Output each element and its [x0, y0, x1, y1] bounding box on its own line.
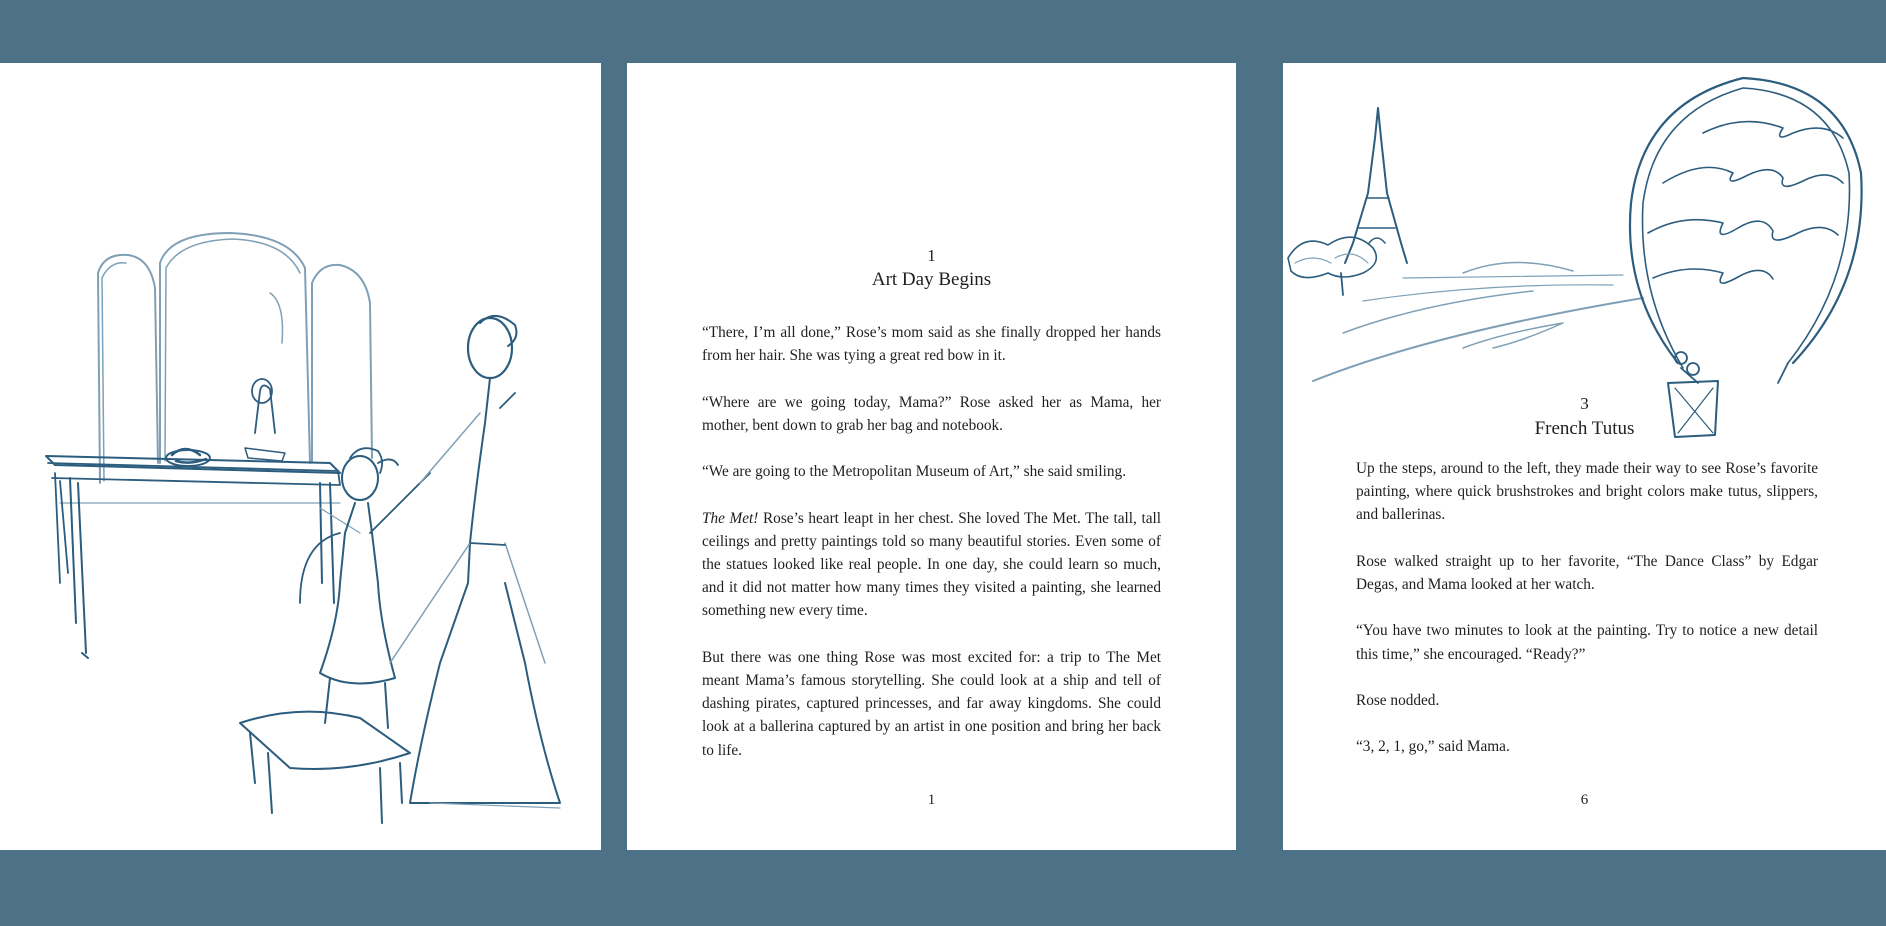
text-page-chapter-3 [1283, 63, 1886, 850]
paragraph: Rose nodded. [1356, 691, 1440, 709]
paragraph: Rose walked straight up to her favorite, “The Dance Class” by Edgar Degas, and Mama looked at her watch. [1356, 552, 1818, 593]
paragraph: But there was one thing Rose was most excited for: a trip to The Met meant Mama’s famous storytelling. She could look at a ship and tell of dashing pirates, captured princesses, and far away kingdoms. She could look at a ballerina captured by an artist in one position and bring her back to life. [702, 648, 1161, 759]
chapter-number: 1 [927, 246, 936, 265]
paragraph: “We are going to the Metropolitan Museum of Art,” she said smiling. [702, 463, 1127, 481]
paragraph-with-italic-lead [702, 507, 1161, 623]
chapter-title: French Tutus [1534, 418, 1635, 439]
chapter-body [1356, 457, 1818, 759]
paragraph: “3, 2, 1, go,” said Mama. [1356, 738, 1510, 756]
page-number: 1 [927, 792, 936, 808]
chapter-number: 3 [1580, 394, 1589, 413]
text-page-chapter-1 [627, 63, 1236, 850]
italic-lead: The Met! [702, 509, 759, 527]
paragraph: “You have two minutes to look at the painting. Try to notice a new detail this time,” she encouraged. “Ready?” [1356, 622, 1818, 663]
chapter-title: Art Day Begins [871, 269, 992, 290]
page-number: 6 [1580, 792, 1589, 808]
vanity-dresser-sketch-icon [0, 63, 601, 850]
illustration-page [0, 63, 601, 850]
paragraph-text: Rose’s heart leapt in her chest. She loved The Met. The tall, tall ceilings and pretty paintings told so many beautiful stories. Even some of the statues looked like real people. In one day, she could learn so much, and it did not matter how many times they visited a painting, she learned something new every time. [702, 509, 1161, 620]
paragraph: “There, I’m all done,” Rose’s mom said as she finally dropped her hands from her hair. She was tying a great red bow in it. [702, 324, 1161, 365]
chapter-body [702, 321, 1161, 762]
paragraph: Up the steps, around to the left, they made their way to see Rose’s favorite painting, where quick brushstrokes and bright colors make tutus, slippers, and ballerinas. [1356, 460, 1818, 524]
paragraph: “Where are we going today, Mama?” Rose asked her as Mama, her mother, bent down to grab her bag and notebook. [702, 393, 1161, 434]
